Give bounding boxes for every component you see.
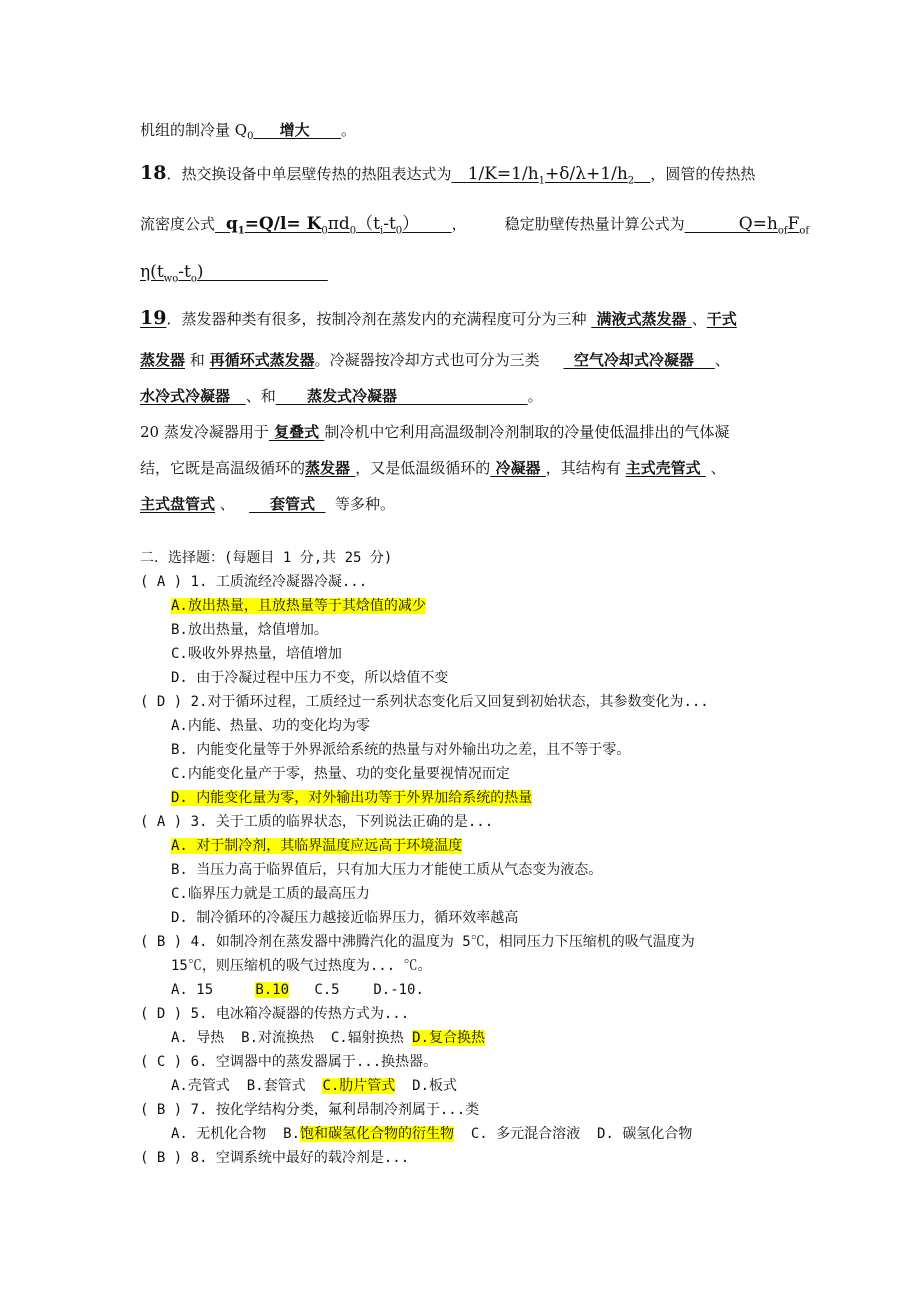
q4-stem: ( B ) 4. 如制冷剂在蒸发器中沸腾汽化的温度为 5℃，相同压力下压缩机的吸气温度为	[140, 934, 695, 950]
q6-option-b: B.套管式	[246, 1078, 306, 1094]
q7-option-b: 饱和碳氢化合物的衍生物	[300, 1126, 455, 1142]
q2-option-d: D. 内能变化量为零，对外输出功等于外界加给系统的热量	[171, 790, 533, 806]
q17-answer: 增大	[279, 121, 310, 139]
q19-ans5: 水冷式冷凝器	[140, 387, 231, 405]
q19-line3: 水冷式冷凝器 、和 蒸发式冷凝器 。	[140, 387, 543, 405]
q18-answer3-cont: $\eta(t_{wo}-t_o)$	[140, 262, 204, 285]
q6-option-d: D.板式	[412, 1078, 458, 1094]
q1-option-c: C.吸收外界热量，培值增加	[171, 646, 342, 662]
q19-ans4: 空气冷却式冷凝器	[573, 351, 694, 369]
q5-option-b: B.对流换热	[241, 1030, 315, 1046]
q2-option-b: B. 内能变化量等于外界派给系统的热量与对外输出功之差，且不等于零。	[171, 742, 631, 758]
q3-option-c: C.临界压力就是工质的最高压力	[171, 886, 370, 902]
q18-line2: 流密度公式 $q_1=Q/l= K_0\pi d_0(t_i-t_0)$ ， 稳定肋壁传热量计算公式为 $Q=h_{of}F_{of}$	[140, 214, 810, 237]
q20-line1: 20 蒸发冷凝器用于 复叠式 制冷机中它利用高温级制冷剂制取的冷量使低温排出的气体凝	[140, 423, 730, 441]
q3-option-b: B. 当压力高于临界值后，只有加大压力才能使工质从气态变为液态。	[171, 862, 603, 878]
q4-option-d: D.-10.	[373, 982, 424, 998]
q7-option-a: A. 无机化合物	[171, 1126, 267, 1142]
q6-option-c: C.肋片管式	[322, 1078, 396, 1094]
q7-options: A. 无机化合物 B.饱和碳氢化合物的衍生物 C. 多元混合溶液 D. 碳氢化合物	[171, 1126, 693, 1142]
q6-options	[171, 1076, 457, 1096]
q1-option-b: B.放出热量，焓值增加。	[171, 622, 328, 638]
q4-option-a: A. 15	[171, 982, 214, 998]
q5-options	[171, 1028, 485, 1048]
q2-option-a: A.内能、热量、功的变化均为零	[171, 718, 370, 734]
choice-section-header: 二．选择题：(每题目 1 分,共 25 分)	[140, 550, 393, 566]
q20-line3: 主式盘管式 、 套管式 等多种。	[140, 495, 396, 513]
q8-stem: ( B ) 8. 空调系统中最好的载冷剂是...	[140, 1150, 410, 1166]
q18-answer3: $Q=h_{of}F_{of}$	[738, 214, 810, 237]
q4-stem-cont: 15℃，则压缩机的吸气过热度为... ℃。	[171, 958, 432, 974]
q20-ans4: 主式壳管式	[625, 459, 701, 477]
q3-option-a: A. 对于制冷剂，其临界温度应远高于环境温度	[171, 838, 463, 854]
q19-line2: 蒸发器 和 再循环式蒸发器。冷凝器按冷却方式也可分为三类 空气冷却式冷凝器 、	[140, 351, 730, 369]
q4-option-c: C.5	[314, 982, 340, 998]
q2-option-c: C.内能变化量产于零，热量、功的变化量要视情况而定	[171, 766, 510, 782]
q18-line1: 18．热交换设备中单层壁传热的热阻表达式为 $1/K=1/h_1+\delta/\lambda+1/h_2$ ，圆管的传热热	[140, 162, 756, 187]
q5-option-a: A. 导热	[171, 1030, 225, 1046]
q4-options	[171, 980, 424, 1000]
q20-ans1: 复叠式	[274, 423, 320, 441]
q2-stem: ( D ) 2.对于循环过程，工质经过一系列状态变化后又回复到初始状态，其参数变化为...	[140, 694, 709, 710]
q20-ans2: 蒸发器	[305, 459, 351, 477]
q5-option-c: C.辐射换热	[330, 1030, 404, 1046]
q5-option-d: D.复合换热	[412, 1030, 486, 1046]
q6-stem: ( C ) 6. 空调器中的蒸发器属于...换热器。	[140, 1054, 438, 1070]
q3-stem: ( A ) 3. 关于工质的临界状态，下列说法正确的是...	[140, 814, 494, 830]
q7-option-c: C. 多元混合溶液	[470, 1126, 581, 1142]
q20-ans5: 主式盘管式	[140, 495, 216, 513]
q18-answer2: $q_1=Q/l= K_0\pi d_0(t_i-t_0)$	[225, 214, 420, 237]
q20-ans3: 冷凝器	[495, 459, 541, 477]
q7-option-d: D. 碳氢化合物	[597, 1126, 693, 1142]
q19-ans1: 满液式蒸发器	[596, 310, 687, 328]
q19-ans6: 蒸发式冷凝器	[307, 387, 398, 405]
q5-stem: ( D ) 5. 电冰箱冷凝器的传热方式为...	[140, 1006, 410, 1022]
q1-stem: ( A ) 1. 工质流经冷凝器冷凝...	[140, 574, 368, 590]
q18-answer1: $1/K=1/h_1+\delta/\lambda+1/h_2$	[467, 164, 635, 187]
q1-option-d: D. 由于冷凝过程中压力不变，所以焓值不变	[171, 670, 449, 686]
q19-ans2a: 干式	[706, 310, 737, 328]
q4-option-b: B.10	[255, 982, 290, 998]
q20-line2: 结，它既是高温级循环的蒸发器 ，又是低温级循环的 冷凝器 ，其结构有 主式壳管式 、	[140, 459, 726, 477]
q18-line3	[140, 262, 328, 289]
q20-ans6: 套管式	[270, 495, 316, 513]
q19-ans3: 再循环式蒸发器	[209, 351, 315, 369]
q1-option-a: A.放出热量，且放热量等于其焓值的减少	[171, 598, 426, 614]
q7-stem: ( B ) 7. 按化学结构分类，氟利昂制冷剂属于...类	[140, 1102, 480, 1118]
q17-tail: 机组的制冷量 $Q_0$ 增大 。	[140, 121, 356, 142]
q6-option-a: A.壳管式	[171, 1078, 230, 1094]
q19-ans2b: 蒸发器	[140, 351, 186, 369]
q3-option-d: D. 制冷循环的冷凝压力越接近临界压力，循环效率越高	[171, 910, 519, 926]
q19-line1: 19．蒸发器种类有很多，按制冷剂在蒸发内的充满程度可分为三种 满液式蒸发器 、干式	[140, 307, 737, 329]
